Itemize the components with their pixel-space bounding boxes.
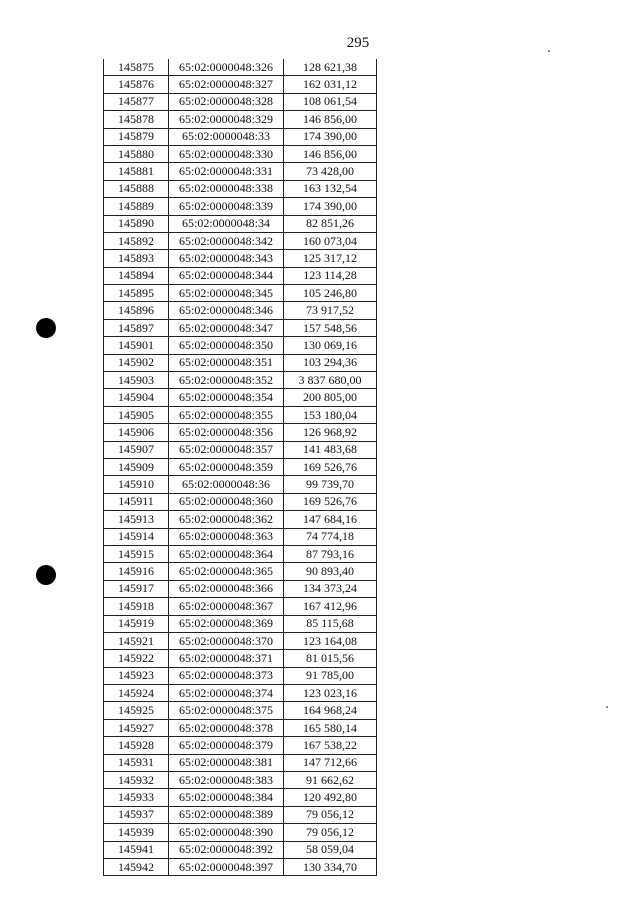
table-row	[104, 163, 377, 180]
cadastral-number-cell: 65:02:0000048:384	[169, 789, 284, 806]
row-number-cell: 145879	[104, 128, 169, 145]
cadastral-number-cell: 65:02:0000048:370	[169, 632, 284, 649]
scan-speck	[606, 706, 608, 708]
cadastral-value-cell: 130 334,70	[284, 858, 377, 875]
cadastral-number-cell: 65:02:0000048:355	[169, 406, 284, 423]
row-number-cell: 145922	[104, 650, 169, 667]
cadastral-number-cell: 65:02:0000048:364	[169, 545, 284, 562]
cadastral-value-cell: 167 538,22	[284, 737, 377, 754]
cadastral-number-cell: 65:02:0000048:34	[169, 215, 284, 232]
row-number-cell: 145923	[104, 667, 169, 684]
cadastral-number-cell: 65:02:0000048:338	[169, 180, 284, 197]
table-row	[104, 650, 377, 667]
cadastral-number-cell: 65:02:0000048:367	[169, 598, 284, 615]
table-row	[104, 615, 377, 632]
table-row	[104, 685, 377, 702]
table-row	[104, 302, 377, 319]
cadastral-value-cell: 120 492,80	[284, 789, 377, 806]
cadastral-number-cell: 65:02:0000048:36	[169, 476, 284, 493]
table-row	[104, 737, 377, 754]
table-row	[104, 111, 377, 128]
row-number-cell: 145909	[104, 458, 169, 475]
table-row	[104, 93, 377, 110]
row-number-cell: 145906	[104, 424, 169, 441]
cadastral-value-cell: 169 526,76	[284, 458, 377, 475]
table-row	[104, 59, 377, 76]
table-row	[104, 528, 377, 545]
cadastral-number-cell: 65:02:0000048:339	[169, 198, 284, 215]
cadastral-value-cell: 167 412,96	[284, 598, 377, 615]
cadastral-number-cell: 65:02:0000048:374	[169, 685, 284, 702]
cadastral-value-cell: 125 317,12	[284, 250, 377, 267]
row-number-cell: 145902	[104, 354, 169, 371]
cadastral-value-cell: 79 056,12	[284, 824, 377, 841]
cadastral-value-cell: 146 856,00	[284, 145, 377, 162]
row-number-cell: 145875	[104, 59, 169, 76]
table-row	[104, 563, 377, 580]
row-number-cell: 145910	[104, 476, 169, 493]
row-number-cell: 145941	[104, 841, 169, 858]
row-number-cell: 145881	[104, 163, 169, 180]
cadastral-number-cell: 65:02:0000048:375	[169, 702, 284, 719]
row-number-cell: 145907	[104, 441, 169, 458]
cadastral-value-cell: 147 712,66	[284, 754, 377, 771]
cadastral-number-cell: 65:02:0000048:390	[169, 824, 284, 841]
cadastral-value-cell: 90 893,40	[284, 563, 377, 580]
cadastral-number-cell: 65:02:0000048:329	[169, 111, 284, 128]
table-row	[104, 667, 377, 684]
cadastral-number-cell: 65:02:0000048:365	[169, 563, 284, 580]
row-number-cell: 145890	[104, 215, 169, 232]
table-row	[104, 824, 377, 841]
cadastral-value-cell: 3 837 680,00	[284, 372, 377, 389]
table-row	[104, 598, 377, 615]
table-row	[104, 702, 377, 719]
table-row	[104, 232, 377, 249]
cadastral-number-cell: 65:02:0000048:345	[169, 285, 284, 302]
cadastral-number-cell: 65:02:0000048:363	[169, 528, 284, 545]
row-number-cell: 145931	[104, 754, 169, 771]
row-number-cell: 145888	[104, 180, 169, 197]
row-number-cell: 145880	[104, 145, 169, 162]
table-row	[104, 180, 377, 197]
cadastral-value-cell: 153 180,04	[284, 406, 377, 423]
cadastral-number-cell: 65:02:0000048:378	[169, 719, 284, 736]
table-row	[104, 354, 377, 371]
cadastral-number-cell: 65:02:0000048:352	[169, 372, 284, 389]
cadastral-value-cell: 85 115,68	[284, 615, 377, 632]
cadastral-number-cell: 65:02:0000048:330	[169, 145, 284, 162]
cadastral-value-cell: 162 031,12	[284, 76, 377, 93]
table-row	[104, 267, 377, 284]
cadastral-value-cell: 123 164,08	[284, 632, 377, 649]
table-row	[104, 215, 377, 232]
cadastral-number-cell: 65:02:0000048:389	[169, 806, 284, 823]
cadastral-value-cell: 164 968,24	[284, 702, 377, 719]
cadastral-number-cell: 65:02:0000048:347	[169, 319, 284, 336]
cadastral-number-cell: 65:02:0000048:379	[169, 737, 284, 754]
row-number-cell: 145918	[104, 598, 169, 615]
cadastral-value-cell: 160 073,04	[284, 232, 377, 249]
cadastral-number-cell: 65:02:0000048:392	[169, 841, 284, 858]
cadastral-value-cell: 157 548,56	[284, 319, 377, 336]
cadastral-value-cell: 82 851,26	[284, 215, 377, 232]
cadastral-number-cell: 65:02:0000048:383	[169, 772, 284, 789]
row-number-cell: 145914	[104, 528, 169, 545]
cadastral-value-cell: 165 580,14	[284, 719, 377, 736]
cadastral-value-cell: 108 061,54	[284, 93, 377, 110]
cadastral-value-cell: 73 428,00	[284, 163, 377, 180]
row-number-cell: 145895	[104, 285, 169, 302]
row-number-cell: 145903	[104, 372, 169, 389]
cadastral-value-cell: 73 917,52	[284, 302, 377, 319]
table-row	[104, 76, 377, 93]
cadastral-value-cell: 126 968,92	[284, 424, 377, 441]
cadastral-number-cell: 65:02:0000048:357	[169, 441, 284, 458]
row-number-cell: 145942	[104, 858, 169, 875]
table-row	[104, 389, 377, 406]
table-row	[104, 458, 377, 475]
binder-hole-top	[36, 318, 56, 338]
cadastral-value-cell: 134 373,24	[284, 580, 377, 597]
table-row	[104, 580, 377, 597]
cadastral-number-cell: 65:02:0000048:331	[169, 163, 284, 180]
table-row	[104, 719, 377, 736]
cadastral-number-cell: 65:02:0000048:346	[169, 302, 284, 319]
cadastral-value-cell: 123 114,28	[284, 267, 377, 284]
table-row	[104, 128, 377, 145]
cadastral-number-cell: 65:02:0000048:351	[169, 354, 284, 371]
table-row	[104, 406, 377, 423]
cadastral-value-cell: 147 684,16	[284, 511, 377, 528]
cadastral-value-cell: 169 526,76	[284, 493, 377, 510]
cadastral-value-cell: 146 856,00	[284, 111, 377, 128]
page-number: 295	[346, 35, 370, 51]
cadastral-number-cell: 65:02:0000048:381	[169, 754, 284, 771]
row-number-cell: 145897	[104, 319, 169, 336]
row-number-cell: 145901	[104, 337, 169, 354]
cadastral-value-cell: 105 246,80	[284, 285, 377, 302]
table-row	[104, 319, 377, 336]
cadastral-number-cell: 65:02:0000048:326	[169, 59, 284, 76]
table-row	[104, 198, 377, 215]
row-number-cell: 145896	[104, 302, 169, 319]
row-number-cell: 145939	[104, 824, 169, 841]
row-number-cell: 145892	[104, 232, 169, 249]
table-body	[104, 59, 377, 876]
row-number-cell: 145893	[104, 250, 169, 267]
cadastral-value-cell: 123 023,16	[284, 685, 377, 702]
table-row	[104, 285, 377, 302]
row-number-cell: 145889	[104, 198, 169, 215]
row-number-cell: 145925	[104, 702, 169, 719]
row-number-cell: 145916	[104, 563, 169, 580]
cadastral-value-cell: 91 785,00	[284, 667, 377, 684]
cadastral-value-cell: 74 774,18	[284, 528, 377, 545]
cadastral-number-cell: 65:02:0000048:327	[169, 76, 284, 93]
cadastral-value-cell: 174 390,00	[284, 198, 377, 215]
table-row	[104, 754, 377, 771]
cadastral-number-cell: 65:02:0000048:369	[169, 615, 284, 632]
cadastral-number-cell: 65:02:0000048:362	[169, 511, 284, 528]
table-row	[104, 145, 377, 162]
row-number-cell: 145917	[104, 580, 169, 597]
table-row	[104, 545, 377, 562]
binder-hole-bottom	[36, 565, 56, 585]
row-number-cell: 145937	[104, 806, 169, 823]
table-row	[104, 632, 377, 649]
scan-speck	[548, 50, 550, 52]
cadastral-value-cell: 163 132,54	[284, 180, 377, 197]
row-number-cell: 145921	[104, 632, 169, 649]
row-number-cell: 145928	[104, 737, 169, 754]
cadastral-number-cell: 65:02:0000048:356	[169, 424, 284, 441]
row-number-cell: 145905	[104, 406, 169, 423]
cadastral-number-cell: 65:02:0000048:366	[169, 580, 284, 597]
row-number-cell: 145919	[104, 615, 169, 632]
table-row	[104, 441, 377, 458]
cadastral-value-cell: 99 739,70	[284, 476, 377, 493]
cadastral-value-cell: 174 390,00	[284, 128, 377, 145]
cadastral-number-cell: 65:02:0000048:373	[169, 667, 284, 684]
cadastral-value-table	[103, 59, 377, 876]
cadastral-value-cell: 141 483,68	[284, 441, 377, 458]
cadastral-value-cell: 58 059,04	[284, 841, 377, 858]
cadastral-value-cell: 87 793,16	[284, 545, 377, 562]
cadastral-number-cell: 65:02:0000048:350	[169, 337, 284, 354]
row-number-cell: 145927	[104, 719, 169, 736]
table-row	[104, 858, 377, 875]
table-row	[104, 841, 377, 858]
table-row	[104, 372, 377, 389]
row-number-cell: 145915	[104, 545, 169, 562]
cadastral-value-cell: 130 069,16	[284, 337, 377, 354]
table-row	[104, 424, 377, 441]
cadastral-value-cell: 91 662,62	[284, 772, 377, 789]
cadastral-number-cell: 65:02:0000048:360	[169, 493, 284, 510]
cadastral-number-cell: 65:02:0000048:354	[169, 389, 284, 406]
table-row	[104, 789, 377, 806]
row-number-cell: 145932	[104, 772, 169, 789]
cadastral-value-cell: 200 805,00	[284, 389, 377, 406]
row-number-cell: 145924	[104, 685, 169, 702]
cadastral-number-cell: 65:02:0000048:343	[169, 250, 284, 267]
row-number-cell: 145904	[104, 389, 169, 406]
row-number-cell: 145878	[104, 111, 169, 128]
table-row	[104, 337, 377, 354]
table-row	[104, 476, 377, 493]
row-number-cell: 145876	[104, 76, 169, 93]
cadastral-number-cell: 65:02:0000048:371	[169, 650, 284, 667]
table-row	[104, 250, 377, 267]
row-number-cell: 145913	[104, 511, 169, 528]
cadastral-number-cell: 65:02:0000048:397	[169, 858, 284, 875]
table-row	[104, 806, 377, 823]
row-number-cell: 145933	[104, 789, 169, 806]
table-row	[104, 772, 377, 789]
cadastral-number-cell: 65:02:0000048:328	[169, 93, 284, 110]
cadastral-number-cell: 65:02:0000048:344	[169, 267, 284, 284]
table-row	[104, 493, 377, 510]
cadastral-value-cell: 81 015,56	[284, 650, 377, 667]
cadastral-value-cell: 128 621,38	[284, 59, 377, 76]
cadastral-value-cell: 103 294,36	[284, 354, 377, 371]
table-row	[104, 511, 377, 528]
cadastral-number-cell: 65:02:0000048:33	[169, 128, 284, 145]
cadastral-value-cell: 79 056,12	[284, 806, 377, 823]
cadastral-number-cell: 65:02:0000048:342	[169, 232, 284, 249]
row-number-cell: 145877	[104, 93, 169, 110]
row-number-cell: 145894	[104, 267, 169, 284]
cadastral-number-cell: 65:02:0000048:359	[169, 458, 284, 475]
row-number-cell: 145911	[104, 493, 169, 510]
